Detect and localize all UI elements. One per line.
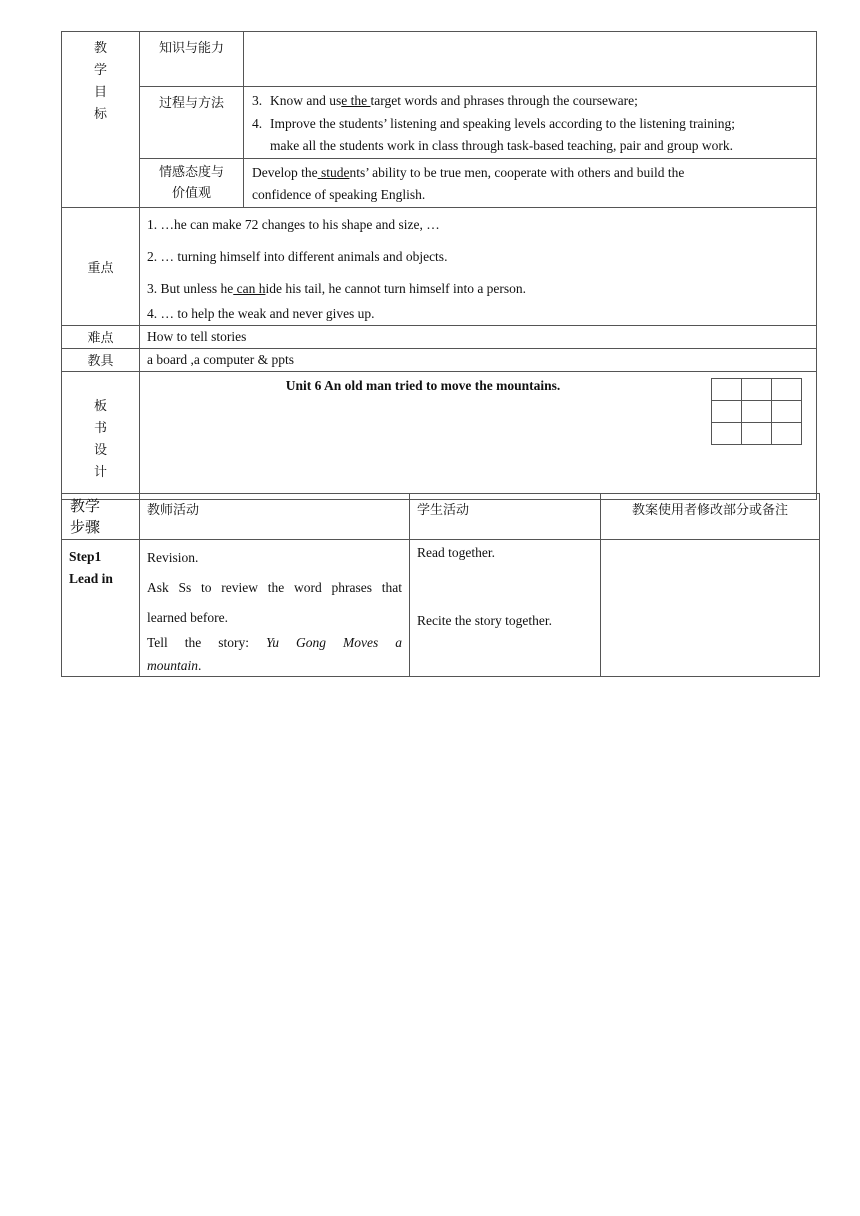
- board-grid: [711, 378, 802, 445]
- emotion-content: Develop the students’ ability to be true men, cooperate with others and build the confidence of speaking English.: [244, 158, 817, 207]
- process-content: [244, 87, 817, 159]
- board-design-label: 板 书 设 计: [62, 371, 140, 499]
- difficulty-value: How to tell stories: [140, 325, 817, 348]
- key-point-1: 1. …he can make 72 changes to his shape and size, …: [147, 216, 440, 232]
- key-points-label: 重点: [62, 207, 140, 325]
- process-item-3: 3. Know and use the target words and phrases through the courseware;: [252, 93, 638, 108]
- header-steps: 教学 步骤: [62, 494, 140, 540]
- tools-label: 教具: [62, 348, 140, 371]
- steps-table: [61, 493, 820, 677]
- process-label: 过程与方法: [140, 87, 244, 159]
- key-point-2: 2. … turning himself into different animals and objects.: [147, 248, 448, 264]
- header-teacher: 教师活动: [140, 494, 410, 540]
- knowledge-content: [244, 32, 817, 87]
- emotion-label: 情感态度与 价值观: [140, 158, 244, 207]
- knowledge-label: 知识与能力: [140, 32, 244, 87]
- header-notes: 教案使用者修改部分或备注: [601, 494, 820, 540]
- tools-value: a board ,a computer & ppts: [140, 348, 817, 371]
- difficulty-label: 难点: [62, 325, 140, 348]
- header-student: 学生活动: [410, 494, 601, 540]
- process-item-4: 4. Improve the students’ listening and speaking levels according to the listening training; make all the students work in class through task-based teaching, pair and group work.: [252, 115, 736, 153]
- step1-teacher-line4: Tell the story: Yu Gong Moves a: [147, 635, 402, 650]
- board-design-area: [140, 371, 817, 499]
- board-title: Unit 6 An old man tried to move the mountains.: [285, 377, 561, 393]
- key-point-3: 3. But unless he can hide his tail, he cannot turn himself into a person.: [147, 280, 527, 296]
- key-point-4: 4. … to help the weak and never gives up.: [147, 305, 375, 321]
- objectives-table: [61, 31, 817, 500]
- step1-teacher: Revision. Ask Ss to review the word phrases that learned before. Tell the story: Yu Gong Moves a mountain.: [140, 540, 410, 677]
- step1-student: Read together. Recite the story together.: [410, 540, 601, 677]
- objectives-label: 教 学 目 标: [62, 32, 140, 208]
- key-points-content: [140, 207, 817, 325]
- step1-notes: [601, 540, 820, 677]
- step1-name: Step1 Lead in: [62, 540, 140, 677]
